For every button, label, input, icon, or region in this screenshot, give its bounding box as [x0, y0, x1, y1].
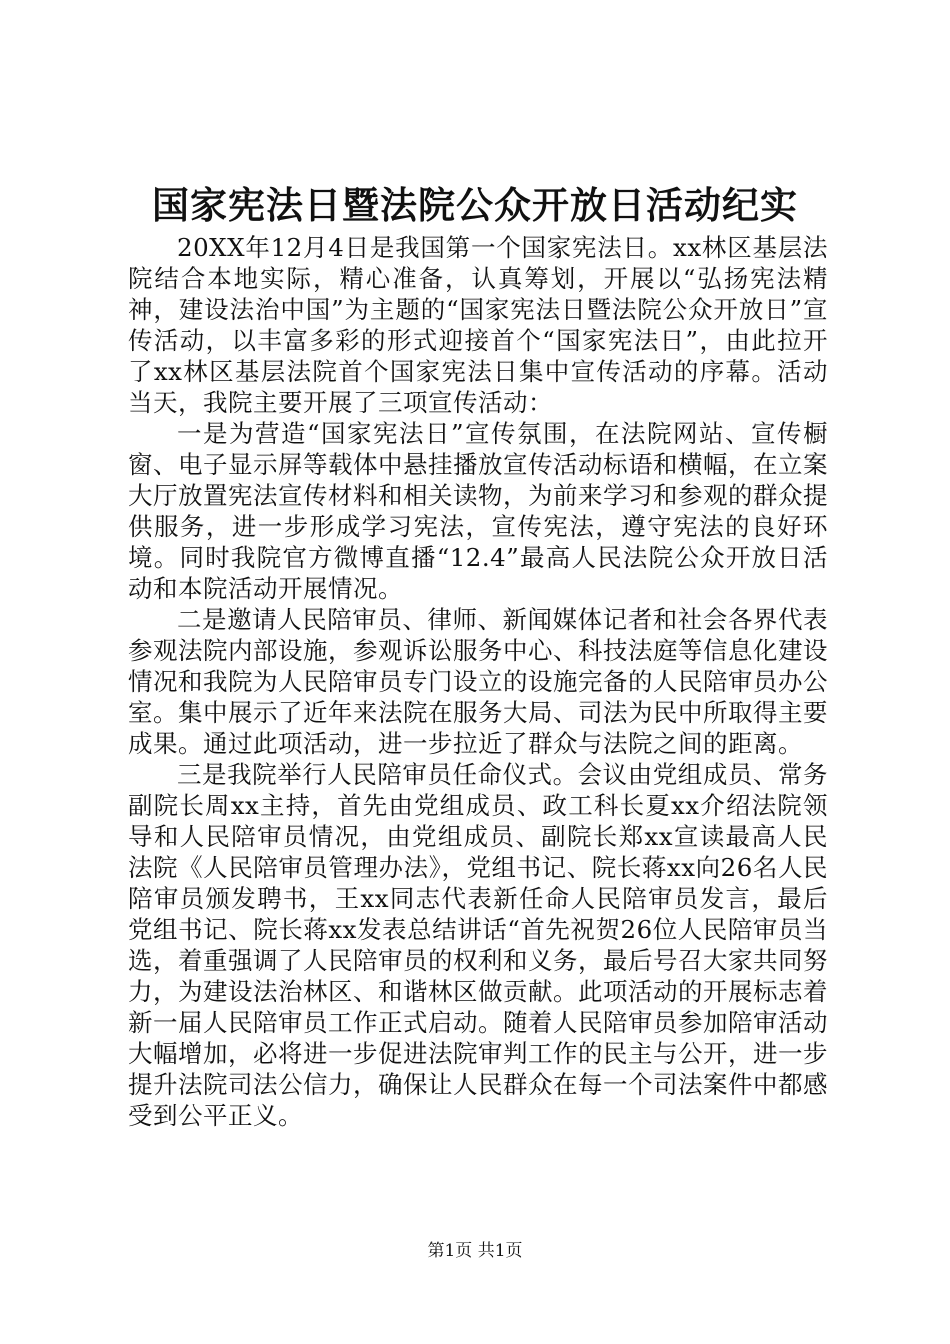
paragraph-intro: 20XX年12月4日是我国第一个国家宪法日。xx林区基层法院结合本地实际，精心准备，认真筹划，开展以“弘扬宪法精神，建设法治中国”为主题的“国家宪法日暨法院公众开放日”宣传活动，以丰富多彩的形式迎接首个“国家宪法日”，由此拉开了xx林区基层法院首个国家宪法日集中宣传活动的序幕。活动当天，我院主要开展了三项宣传活动：: [128, 233, 828, 417]
document-title: 国家宪法日暨法院公众开放日活动纪实: [152, 183, 798, 227]
paragraph-item-one: 一是为营造“国家宪法日”宣传氛围，在法院网站、宣传橱窗、电子显示屏等载体中悬挂播放宣传活动标语和横幅，在立案大厅放置宪法宣传材料和相关读物，为前来学习和参观的群众提供服务，进一步形成学习宪法，宣传宪法，遵守宪法的良好环境。同时我院官方微博直播“12.4”最高人民法院公众开放日活动和本院活动开展情况。: [128, 419, 828, 603]
page-number: 第1页 共1页: [427, 1241, 523, 1261]
paragraph-item-two: 二是邀请人民陪审员、律师、新闻媒体记者和社会各界代表参观法院内部设施，参观诉讼服务中心、科技法庭等信息化建设情况和我院为人民陪审员专门设立的设施完备的人民陪审员办公室。集中展示了近年来法院在服务大局、司法为民中所取得主要成果。通过此项活动，进一步拉近了群众与法院之间的距离。: [128, 605, 828, 758]
document-body: [128, 232, 828, 1131]
paragraph-item-three: 三是我院举行人民陪审员任命仪式。会议由党组成员、常务副院长周xx主持，首先由党组成员、政工科长夏xx介绍法院领导和人民陪审员情况，由党组成员、副院长郑xx宣读最高人民法院《人民陪审员管理办法》，党组书记、院长蒋xx向26名人民陪审员颁发聘书，王xx同志代表新任命人民陪审员发言，最后党组书记、院长蒋xx发表总结讲话“首先祝贺26位人民陪审员当选，着重强调了人民陪审员的权利和义务，最后号召大家共同努力，为建设法治林区、和谐林区做贡献。此项活动的开展标志着新一届人民陪审员工作正式启动。随着人民陪审员参加陪审活动大幅增加，必将进一步促进法院审判工作的民主与公开，进一步提升法院司法公信力，确保让人民群众在每一个司法案件中都感受到公平正义。: [128, 760, 828, 1130]
